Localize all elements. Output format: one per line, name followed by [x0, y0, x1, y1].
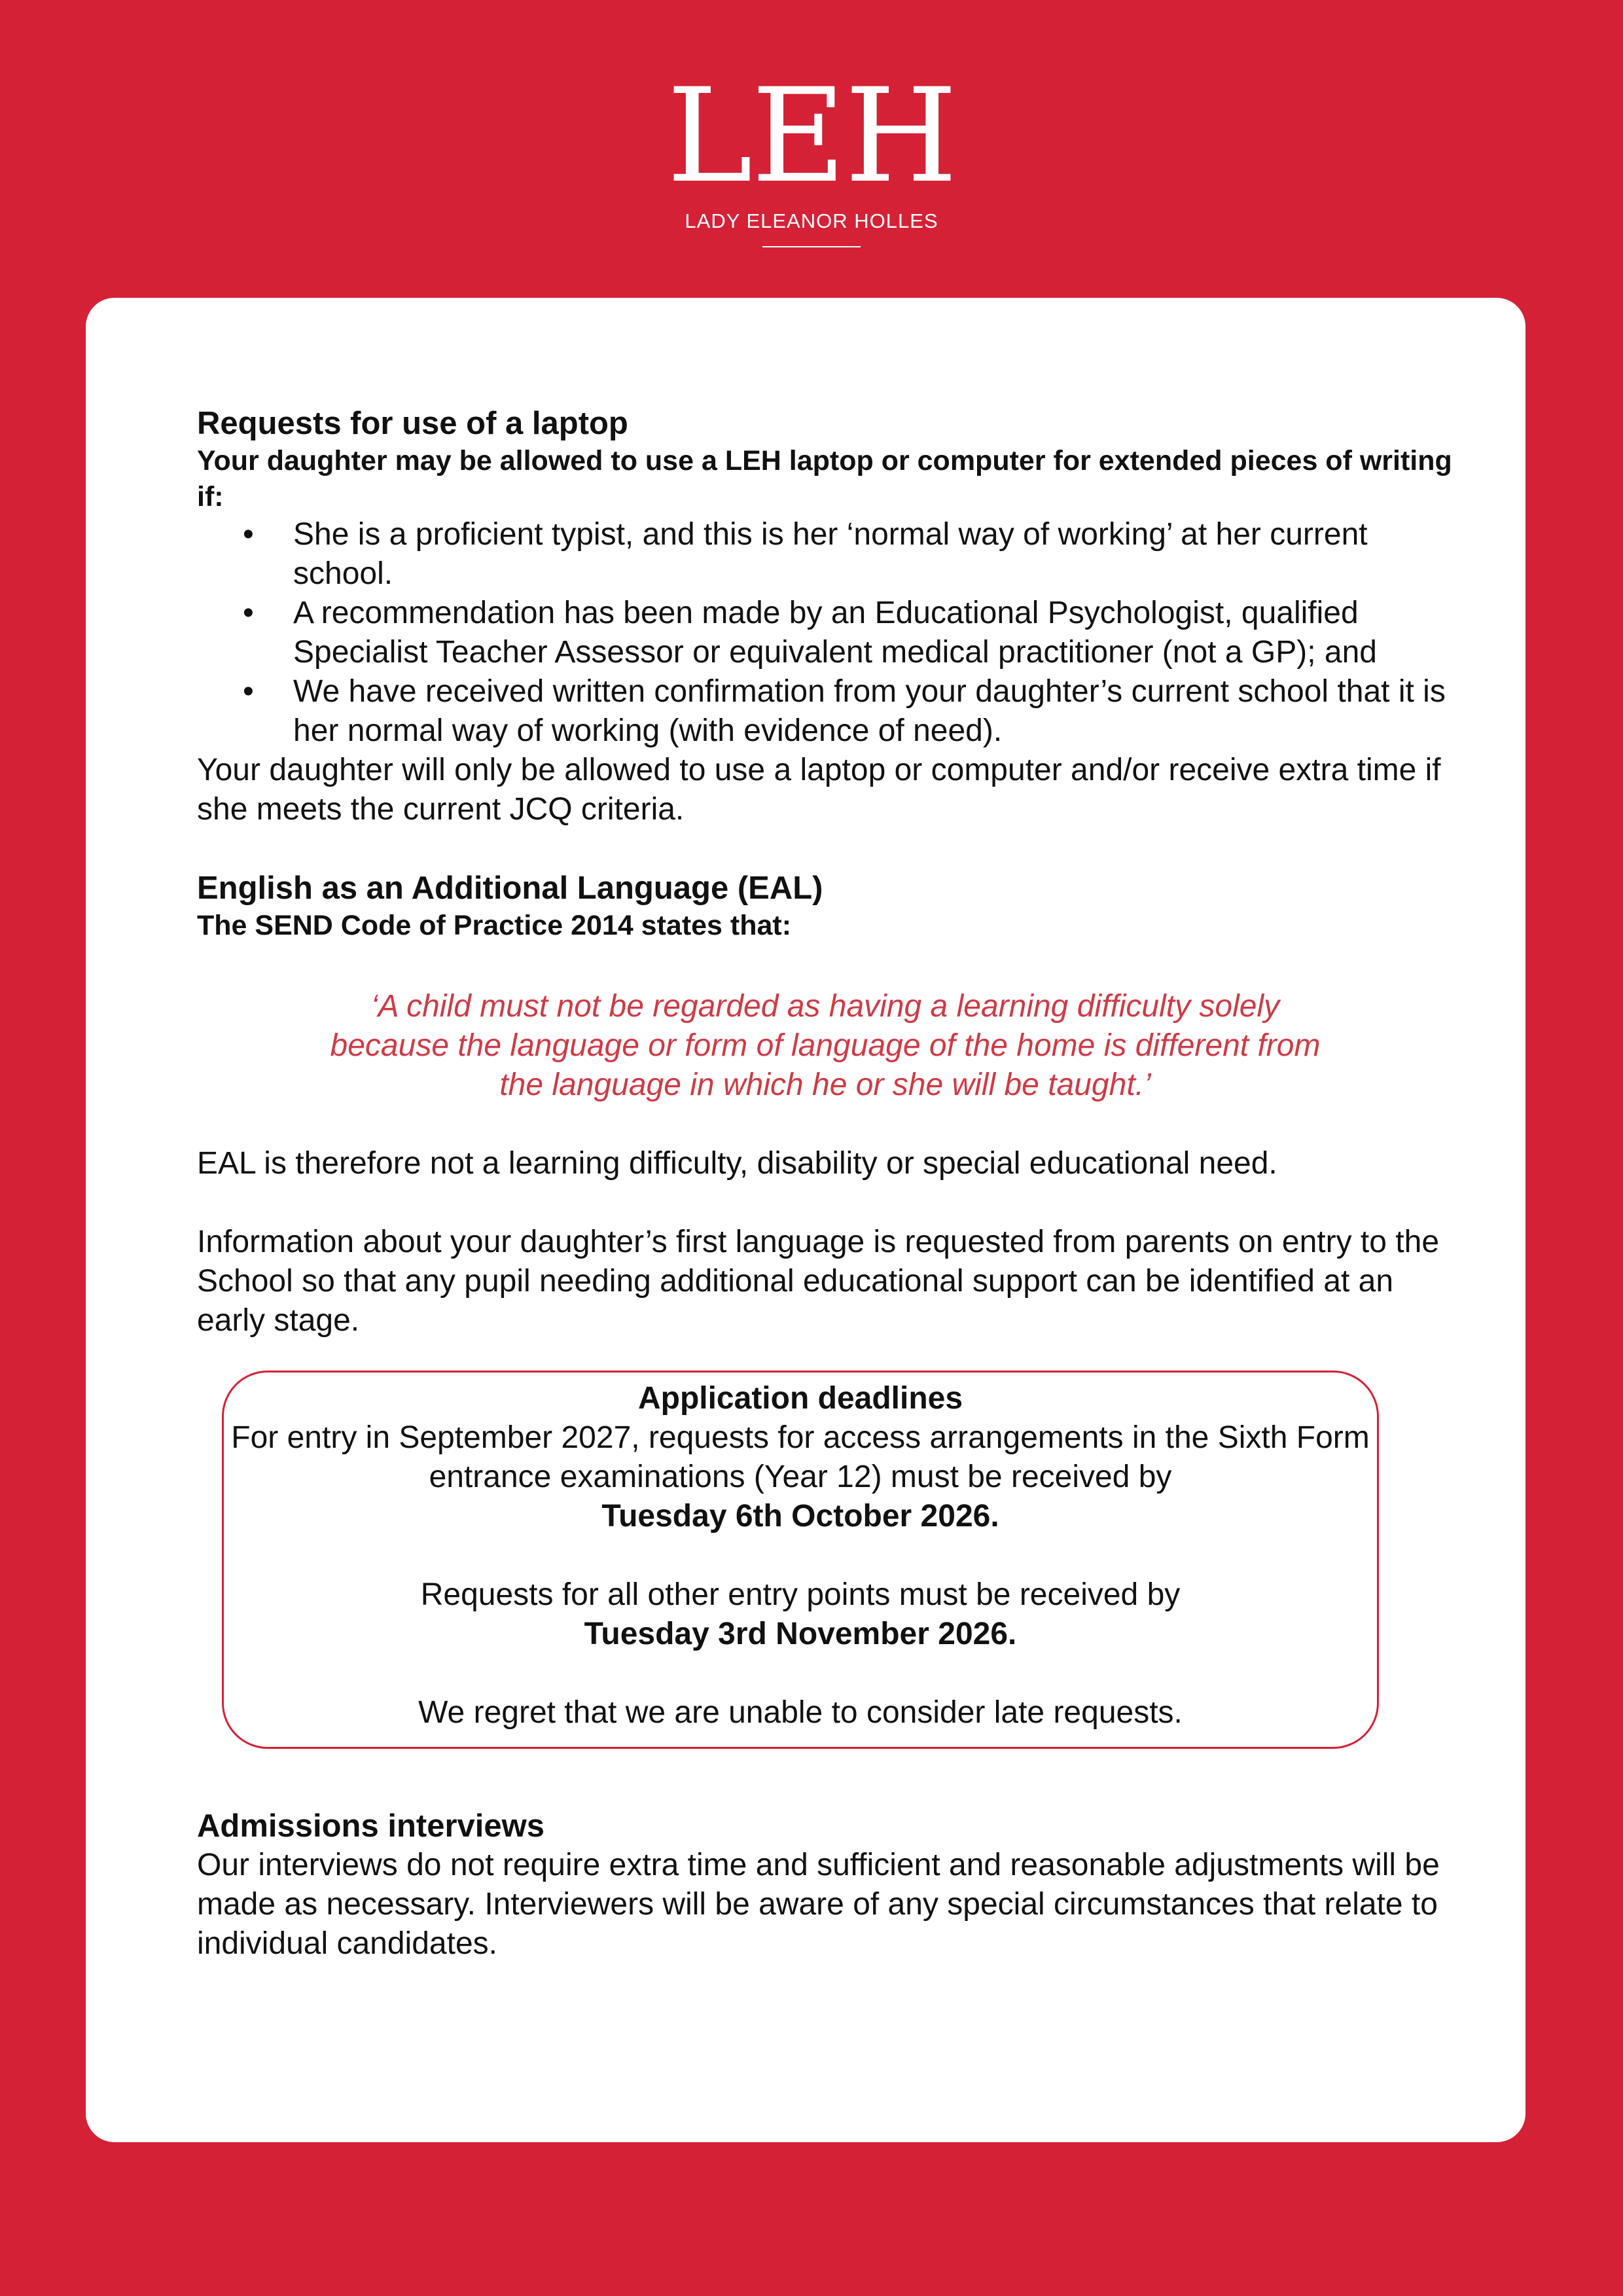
eal-info: Information about your daughter’s first language is requested from parents on entry to the School so that any pupil needing additional educational support can be identified at an early stage. — [197, 1225, 1440, 1338]
laptop-intro: Your daughter may be allowed to use a LEH laptop or computer for extended pieces of writing if: — [197, 445, 1452, 512]
eal-section — [197, 869, 1454, 1340]
other-entry-deadline-text: Requests for all other entry points must be received by — [420, 1577, 1181, 1612]
spacer — [224, 1654, 1377, 1693]
laptop-heading: Requests for use of a laptop — [197, 406, 628, 441]
list-item-text: She is a proficient typist, and this is her ‘normal way of working’ at her current school. — [293, 517, 1368, 591]
interviews-text: Our interviews do not require extra time and sufficient and reasonable adjustments will be made as necessary. Interviewers will be aware of any special circumstances that relate to individual candidates. — [197, 1848, 1440, 1961]
list-item — [197, 672, 1454, 751]
deadlines-box — [222, 1371, 1379, 1749]
logo-mark: LEH — [666, 60, 957, 211]
list-item — [197, 515, 1454, 594]
sixth-form-deadline-text: For entry in September 2027, requests for access arrangements in the Sixth Form entrance examinations (Year 12) must be received by — [231, 1420, 1370, 1494]
interviews-heading: Admissions interviews — [197, 1808, 545, 1844]
laptop-closing: Your daughter will only be allowed to use a laptop or computer and/or receive extra time if she meets the current JCQ criteria. — [197, 753, 1441, 827]
laptop-criteria-list — [197, 515, 1454, 751]
spacer — [197, 1183, 1454, 1223]
bullet-icon: • — [243, 674, 254, 709]
list-item-text: A recommendation has been made by an Educational Psychologist, qualified Specialist Teacher Assessor or equivalent medical practitioner (not a GP); and — [293, 596, 1377, 670]
eal-intro: The SEND Code of Practice 2014 states that: — [197, 910, 792, 941]
content-card — [86, 298, 1525, 2142]
sixth-form-deadline-date: Tuesday 6th October 2026. — [601, 1499, 999, 1534]
interviews-section — [197, 1806, 1454, 1964]
eal-heading: English as an Additional Language (EAL) — [197, 870, 823, 906]
laptop-section — [197, 404, 1454, 829]
spacer — [197, 829, 1454, 869]
late-requests-note: We regret that we are unable to consider late requests. — [418, 1695, 1183, 1730]
bullet-icon: • — [243, 596, 254, 630]
send-code-quote: ‘A child must not be regarded as having a learning difficulty solely because the language or form of language of the home is different from the language in which he or she will be taught.’ — [330, 989, 1321, 1102]
eal-statement: EAL is therefore not a learning difficulty, disability or special educational need. — [197, 1146, 1277, 1181]
logo-school-name: LADY ELEANOR HOLLES — [685, 209, 938, 232]
bullet-icon: • — [243, 517, 254, 552]
list-item — [197, 594, 1454, 672]
list-item-text: We have received written confirmation from your daughter’s current school that it is her normal way of working (with evidence of need). — [293, 674, 1446, 748]
content-body — [197, 404, 1454, 1964]
deadlines-title: Application deadlines — [637, 1381, 963, 1416]
school-logo — [0, 60, 1623, 247]
logo-underline — [762, 246, 861, 247]
other-entry-deadline-date: Tuesday 3rd November 2026. — [584, 1617, 1017, 1651]
spacer — [224, 1536, 1377, 1575]
